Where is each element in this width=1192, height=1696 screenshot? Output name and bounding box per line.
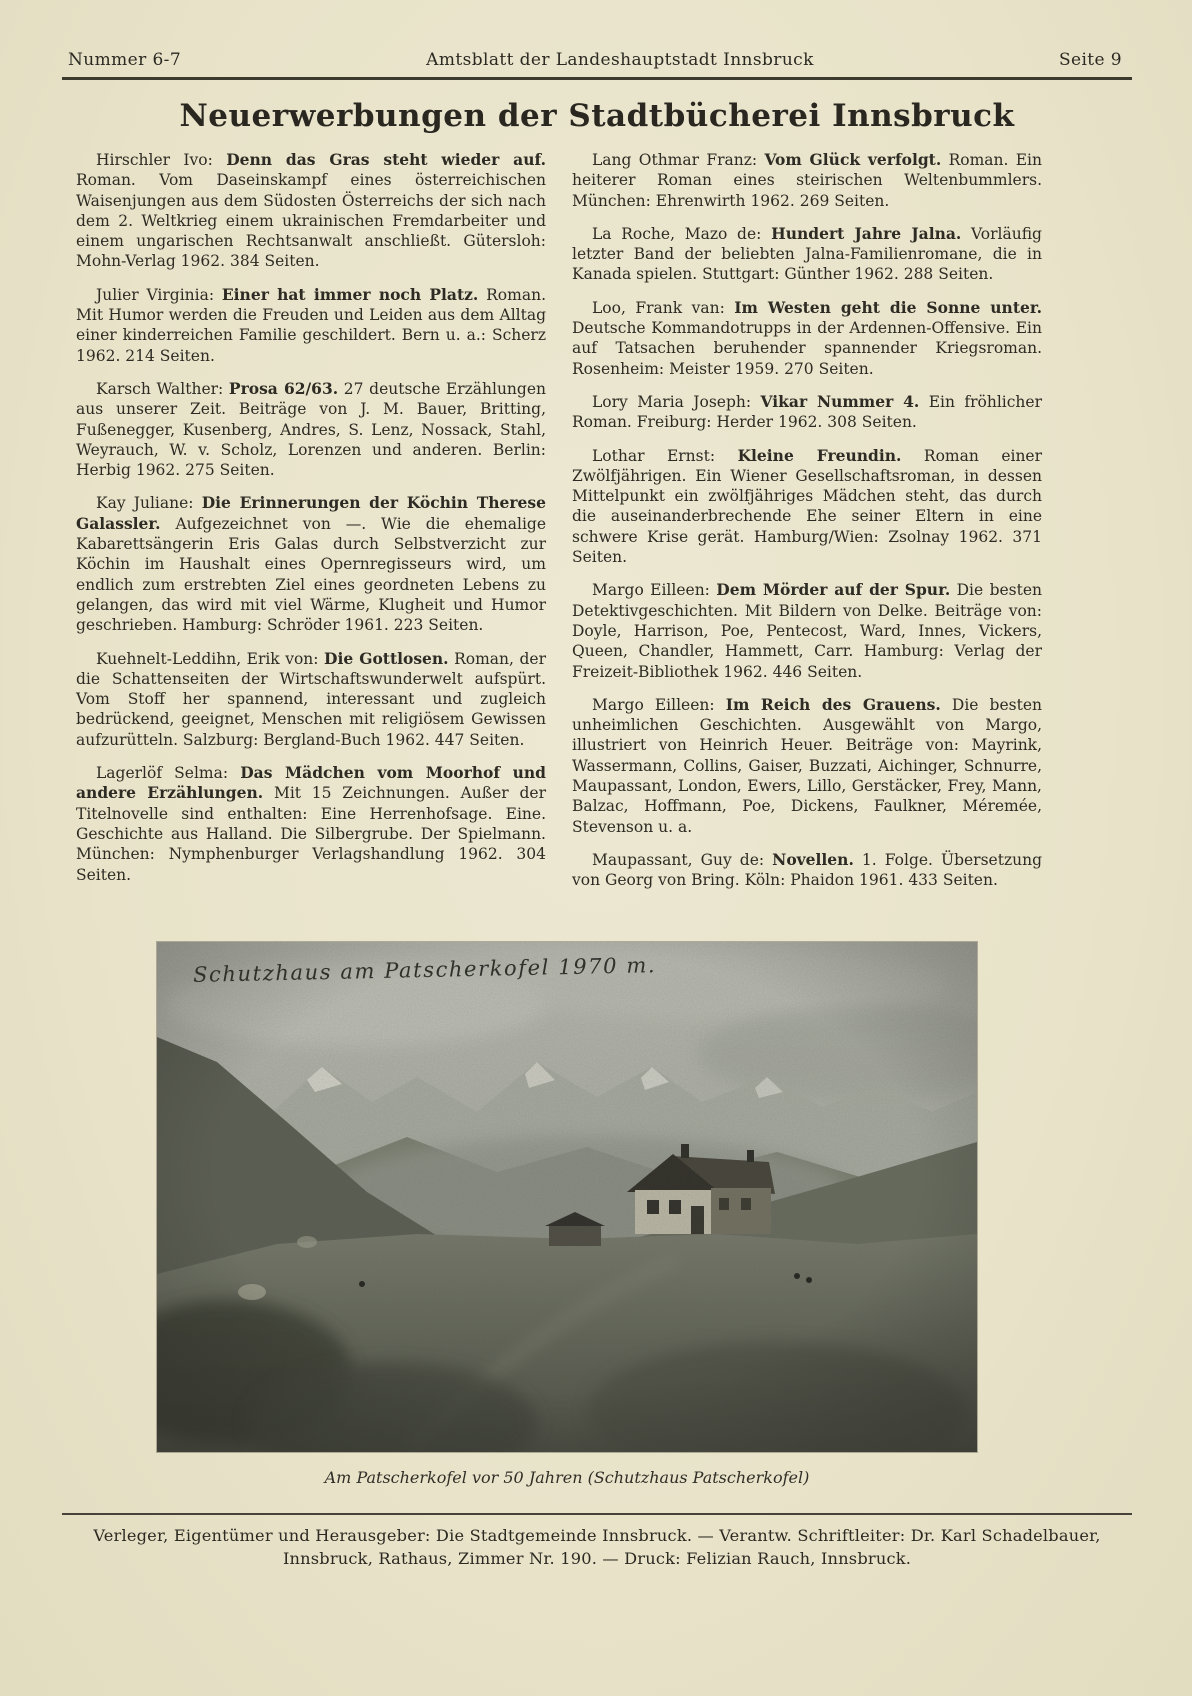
book-entry: [572, 850, 1042, 891]
book-description: Roman. Ein heiterer Roman eines steirischen Weltenbummlers. München: Ehrenwirth 1962. 269 Seiten.: [572, 151, 1042, 210]
book-author: Lory Maria Joseph:: [592, 392, 752, 411]
book-title: Vom Glück verfolgt.: [764, 150, 942, 169]
book-entry: [572, 580, 1042, 681]
footer-line-2: Innsbruck, Rathaus, Zimmer Nr. 190. — Druck: Felizian Rauch, Innsbruck.: [282, 1548, 912, 1568]
article-title: Neuerwerbungen der Stadtbücherei Innsbruck: [179, 98, 1015, 134]
book-description: Mit 15 Zeichnungen. Außer der Titelnovelle sind enthalten: Eine Herrenhofsage. Eine. Geschichte aus Halland. Die Silbergrube. Der Spielmann. München: Nymphenburger Verlagshandlung 1962. 304 Seiten.: [76, 784, 546, 884]
book-author: Julier Virginia:: [96, 285, 215, 304]
right-column: [572, 150, 1042, 904]
header-journal-title: Amtsblatt der Landeshauptstadt Innsbruck: [426, 50, 814, 70]
photo-caption: Am Patscherkofel vor 50 Jahren (Schutzhaus Patscherkofel): [324, 1467, 810, 1487]
header-issue-number: Nummer 6-7: [68, 50, 182, 70]
book-entry: [572, 695, 1042, 837]
book-entry: [572, 298, 1042, 379]
book-entry: [572, 224, 1042, 285]
header-page-number: Seite 9: [1058, 50, 1122, 70]
book-list-columns: [62, 150, 1132, 904]
book-author: La Roche, Mazo de:: [592, 224, 762, 243]
book-author: Lagerlöf Selma:: [96, 764, 229, 783]
book-entry: [76, 493, 546, 635]
book-author: Margo Eilleen:: [592, 695, 715, 714]
book-description: Die besten Detektivgeschichten. Mit Bildern von Delke. Beiträge von: Doyle, Harrison, Poe, Pentecost, Ward, Innes, Vickers, Queen, Chandler, Hammett, Carr. Hamburg: Verlag der Freizeit-Bibliothek 1962. 446 Seiten.: [572, 581, 1042, 681]
book-title: Die Gottlosen.: [324, 648, 449, 668]
header-rule: [62, 77, 1132, 80]
book-title: Vikar Nummer 4.: [760, 391, 920, 411]
book-entry: [76, 763, 546, 885]
book-author: Kuehnelt-Leddihn, Erik von:: [96, 649, 319, 668]
book-title: Einer hat immer noch Platz.: [221, 284, 479, 304]
book-title: Denn das Gras steht wieder auf.: [226, 150, 546, 169]
book-description: Roman, der die Schattenseiten der Wirtschaftswunderwelt aufspürt. Vom Stoff her spannend, interessant und zugleich bedrückend, geeignet, Menschen mit religiösem Gewissen aufzurütteln. Salzburg: Bergland-Buch 1962. 447 Seiten.: [76, 649, 546, 749]
book-description: Vorläufig letzter Band der beliebten Jalna-Familienromane, die in Kanada spielen. Stuttgart: Günther 1962. 288 Seiten.: [572, 224, 1042, 284]
page-header: [62, 50, 1132, 70]
mountain-photo: [157, 942, 977, 1452]
book-title: Im Reich des Grauens.: [725, 694, 941, 714]
book-description: Die besten unheimlichen Geschichten. Ausgewählt von Margo, illustriert von Heinrich Heuer. Beiträge von: Mayrink, Wassermann, Collins, Gaiser, Buzzati, Aichinger, Schnurre, Maupassant, London, Ewers, Lillo, Gerstäcker, Frey, Mann, Balzac, Hoffmann, Poe, Dickens, Faulkner, Méremée, Stevenson u. a.: [572, 695, 1042, 836]
photo-overlay-caption: Schutzhaus am Patscherkofel 1970 m.: [192, 952, 657, 987]
book-entry: [76, 150, 546, 272]
book-description: Roman. Mit Humor werden die Freuden und Leiden aus dem Alltag einer kinderreichen Familie geschildert. Bern u. a.: Scherz 1962. 214 Seiten.: [76, 285, 546, 365]
book-title: Die Erinnerungen der Köchin Therese Galassler.: [76, 493, 547, 533]
book-description: 1. Folge. Übersetzung von Georg von Bring. Köln: Phaidon 1961. 433 Seiten.: [572, 850, 1042, 890]
book-description: 27 deutsche Erzählungen aus unserer Zeit. Beiträge von J. M. Bauer, Britting, Fußenegger, Kusenberg, Andres, S. Lenz, Nossack, Stahl, Weyrauch, W. v. Scholz, Lorenzen und anderen. Berlin: Herbig 1962. 275 Seiten.: [76, 379, 546, 480]
book-entry: [76, 285, 546, 366]
book-title: Im Westen geht die Sonne unter.: [734, 297, 1042, 317]
book-description: Deutsche Kommandotrupps in der Ardennen-Offensive. Ein auf Tatsachen beruhender spannender Kriegsroman. Rosenheim: Meister 1959. 270 Seiten.: [572, 319, 1042, 378]
book-title: Das Mädchen vom Moorhof und andere Erzählungen.: [76, 763, 546, 803]
book-author: Karsch Walther:: [96, 379, 224, 398]
book-author: Maupassant, Guy de:: [592, 850, 765, 869]
book-entry: [572, 392, 1042, 433]
book-description: Roman. Vom Daseinskampf eines österreichischen Waisenjungen aus dem Südosten Österreichs der sich nach dem 2. Weltkrieg einem ukrainischen Fremdarbeiter und einem ungarischen Rechtsanwalt anschließt. Gütersloh: Mohn-Verlag 1962. 384 Seiten.: [76, 171, 546, 271]
page-footer: [62, 1524, 1132, 1571]
book-title: Novellen.: [772, 849, 854, 869]
left-column: [76, 150, 546, 904]
book-description: Ein fröhlicher Roman. Freiburg: Herder 1962. 308 Seiten.: [572, 392, 1042, 432]
photo-vignette: [157, 942, 977, 1452]
book-title: Hundert Jahre Jalna.: [771, 223, 962, 243]
footer-line-1: Verleger, Eigentümer und Herausgeber: Die Stadtgemeinde Innsbruck. — Verantw. Schriftleiter: Dr. Karl Schadelbauer,: [93, 1525, 1101, 1545]
book-entry: [76, 649, 546, 750]
book-author: Hirschler Ivo:: [96, 151, 213, 169]
book-author: Margo Eilleen:: [592, 581, 710, 600]
book-entry: [76, 379, 546, 480]
book-entry: [572, 150, 1042, 211]
mountain-photo-art: [157, 942, 977, 1452]
book-title: Prosa 62/63.: [228, 378, 339, 398]
footer-rule: [62, 1513, 1132, 1515]
book-author: Lang Othmar Franz:: [592, 151, 758, 169]
book-description: Aufgezeichnet von —. Wie die ehemalige Kabarettsängerin Eris Galas durch Selbstverzicht zur Köchin im Haushalt eines Opernregisseurs wird, um endlich zum erstrebten Ziel eines geordneten Lebens zu gelangen, das wird mit viel Wärme, Klugheit und Humor geschrieben. Hamburg: Schröder 1961. 223 Seiten.: [76, 514, 546, 635]
book-title: Dem Mörder auf der Spur.: [716, 580, 951, 600]
book-author: Loo, Frank van:: [592, 298, 725, 317]
book-author: Kay Juliane:: [96, 494, 194, 513]
photo-figure: [157, 942, 977, 1487]
book-title: Kleine Freundin.: [737, 445, 902, 465]
book-description: Roman einer Zwölfjährigen. Ein Wiener Gesellschaftsroman, in dessen Mittelpunkt ein zwölfjähriges Mädchen steht, das durch die auseinanderbrechende Ehe seiner Eltern in eine schwere Krise gerät. Hamburg/Wien: Zsolnay 1962. 371 Seiten.: [572, 446, 1043, 567]
book-author: Lothar Ernst:: [592, 446, 716, 465]
book-entry: [572, 446, 1042, 568]
